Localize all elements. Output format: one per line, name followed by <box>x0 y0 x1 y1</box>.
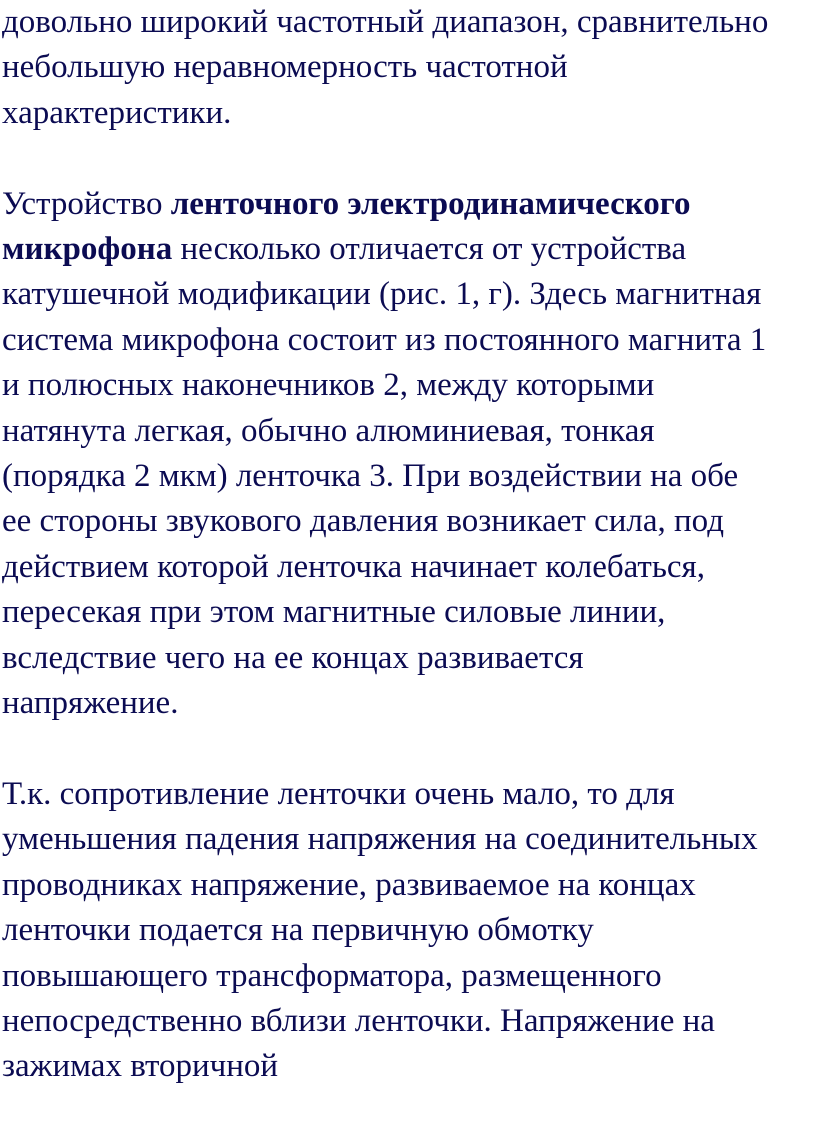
text-segment: действием которой ленточка начинает колебаться, <box>2 548 705 585</box>
text-segment: Устройство <box>2 185 171 222</box>
text-segment: натянута легкая, обычно алюминиевая, тонкая <box>2 412 655 449</box>
text-line <box>2 182 814 227</box>
text-segment: вследствие чего на ее концах развивается <box>2 639 584 676</box>
text-line <box>2 772 814 817</box>
text-line <box>2 363 814 408</box>
text-line <box>2 590 814 635</box>
document-page <box>2 0 814 1090</box>
text-line <box>2 409 814 454</box>
text-segment: несколько отличается от устройства <box>172 231 687 268</box>
text-segment: и полюсных наконечников 2, между которыми <box>2 367 655 404</box>
paragraph <box>2 182 814 727</box>
text-segment: уменьшения падения напряжения на соединительных <box>2 821 758 858</box>
bold-text-segment: ленточного электродинамического <box>170 185 691 222</box>
text-line <box>2 681 814 726</box>
text-segment: ее стороны звукового давления возникает сила, под <box>2 503 725 540</box>
text-segment: Т.к. сопротивление ленточки очень мало, то для <box>2 775 675 812</box>
text-line <box>2 545 814 590</box>
text-line <box>2 954 814 999</box>
text-line <box>2 1044 814 1089</box>
text-segment: повышающего трансформатора, размещенного <box>2 957 662 994</box>
text-segment: напряжение. <box>2 685 179 722</box>
text-segment: довольно широкий частотный диапазон, сравнительно <box>2 4 769 40</box>
text-line <box>2 45 814 90</box>
text-line <box>2 908 814 953</box>
text-segment: небольшую неравномерность частотной <box>2 49 568 86</box>
bold-text-segment: микрофона <box>2 231 173 268</box>
text-line <box>2 0 814 45</box>
paragraph <box>2 0 814 136</box>
paragraph <box>2 772 814 1090</box>
text-segment: (порядка 2 мкм) ленточка 3. При воздействии на обе <box>2 458 739 495</box>
text-line <box>2 863 814 908</box>
text-segment: катушечной модификации (рис. 1, г). Здесь магнитная <box>2 276 762 313</box>
text-line <box>2 272 814 317</box>
text-line <box>2 454 814 499</box>
text-segment: пересекая при этом магнитные силовые линии, <box>2 594 666 631</box>
text-line <box>2 999 814 1044</box>
text-segment: зажимах вторичной <box>2 1048 279 1085</box>
text-line <box>2 636 814 681</box>
text-segment: система микрофона состоит из постоянного магнита 1 <box>2 321 767 358</box>
text-segment: непосредственно вблизи ленточки. Напряжение на <box>2 1002 715 1039</box>
text-segment: характеристики. <box>2 94 232 131</box>
text-line <box>2 227 814 272</box>
text-line <box>2 817 814 862</box>
text-segment: проводниках напряжение, развиваемое на концах <box>2 866 696 903</box>
text-line <box>2 499 814 544</box>
text-segment: ленточки подается на первичную обмотку <box>2 912 594 949</box>
text-line <box>2 91 814 136</box>
text-line <box>2 318 814 363</box>
